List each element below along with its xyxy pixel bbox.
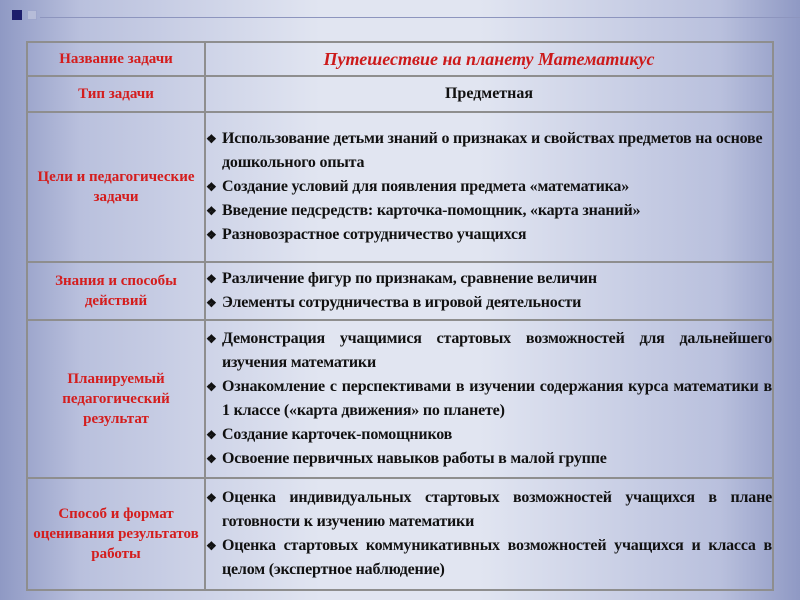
list-item: ❖ Разновозрастное сотрудничество учащихся	[206, 223, 772, 247]
diamond-bullet-icon: ❖	[206, 539, 217, 553]
diamond-bullet-icon: ❖	[206, 296, 217, 310]
list-item: ❖ Оценка индивидуальных стартовых возможностей учащихся в плане готовности к изучению математики	[206, 486, 772, 534]
row-content	[205, 478, 773, 590]
header-rule	[40, 17, 800, 18]
diamond-bullet-icon: ❖	[206, 452, 217, 466]
row-label: Тип задачи	[27, 76, 205, 112]
list-item: ❖ Демонстрация учащимися стартовых возможностей для дальнейшего изучения математики	[206, 327, 772, 375]
task-title: Путешествие на планету Математикус	[205, 42, 773, 76]
list-item: ❖ Освоение первичных навыков работы в малой группе	[206, 447, 772, 471]
diamond-bullet-icon: ❖	[206, 132, 217, 146]
diamond-bullet-icon: ❖	[206, 380, 217, 394]
table-row-evaluation	[27, 478, 773, 590]
list-item: ❖ Введение педсредств: карточка-помощник, «карта знаний»	[206, 199, 772, 223]
diamond-bullet-icon: ❖	[206, 332, 217, 346]
row-label: Знания и способы действий	[27, 262, 205, 320]
slide-header-decoration	[0, 0, 800, 40]
task-type: Предметная	[205, 76, 773, 112]
diamond-bullet-icon: ❖	[206, 204, 217, 218]
diamond-bullet-icon: ❖	[206, 180, 217, 194]
row-label: Цели и педагогические задачи	[27, 112, 205, 262]
list-item: ❖ Использование детьми знаний о признаках и свойствах предметов на основе дошкольного опыта	[206, 127, 772, 175]
knowledge-list	[206, 267, 772, 315]
list-item: ❖ Различение фигур по признакам, сравнение величин	[206, 267, 772, 291]
list-item: ❖ Оценка стартовых коммуникативных возможностей учащихся и класса в целом (экспертное наблюдение)	[206, 534, 772, 582]
dark-square-icon	[12, 10, 22, 20]
evaluation-list	[206, 486, 772, 582]
row-content	[205, 262, 773, 320]
row-label: Способ и формат оценивания результатов работы	[27, 478, 205, 590]
planned-result-list	[206, 327, 772, 471]
diamond-bullet-icon: ❖	[206, 428, 217, 442]
row-label: Планируемый педагогический результат	[27, 320, 205, 478]
diamond-bullet-icon: ❖	[206, 272, 217, 286]
task-table	[26, 41, 774, 591]
table-row-task-type	[27, 76, 773, 112]
table-row-planned-result	[27, 320, 773, 478]
list-item: ❖ Элементы сотрудничества в игровой деятельности	[206, 291, 772, 315]
row-content	[205, 320, 773, 478]
row-label: Название задачи	[27, 42, 205, 76]
table-row-knowledge	[27, 262, 773, 320]
table-row-goals	[27, 112, 773, 262]
diamond-bullet-icon: ❖	[206, 228, 217, 242]
row-content	[205, 112, 773, 262]
diamond-bullet-icon: ❖	[206, 491, 217, 505]
table-row-task-name	[27, 42, 773, 76]
light-square-icon	[27, 10, 37, 20]
list-item: ❖ Ознакомление с перспективами в изучении содержания курса математики в 1 классе («карта движения» по планете)	[206, 375, 772, 423]
list-item: ❖ Создание карточек-помощников	[206, 423, 772, 447]
goals-list	[206, 127, 772, 247]
list-item: ❖ Создание условий для появления предмета «математика»	[206, 175, 772, 199]
